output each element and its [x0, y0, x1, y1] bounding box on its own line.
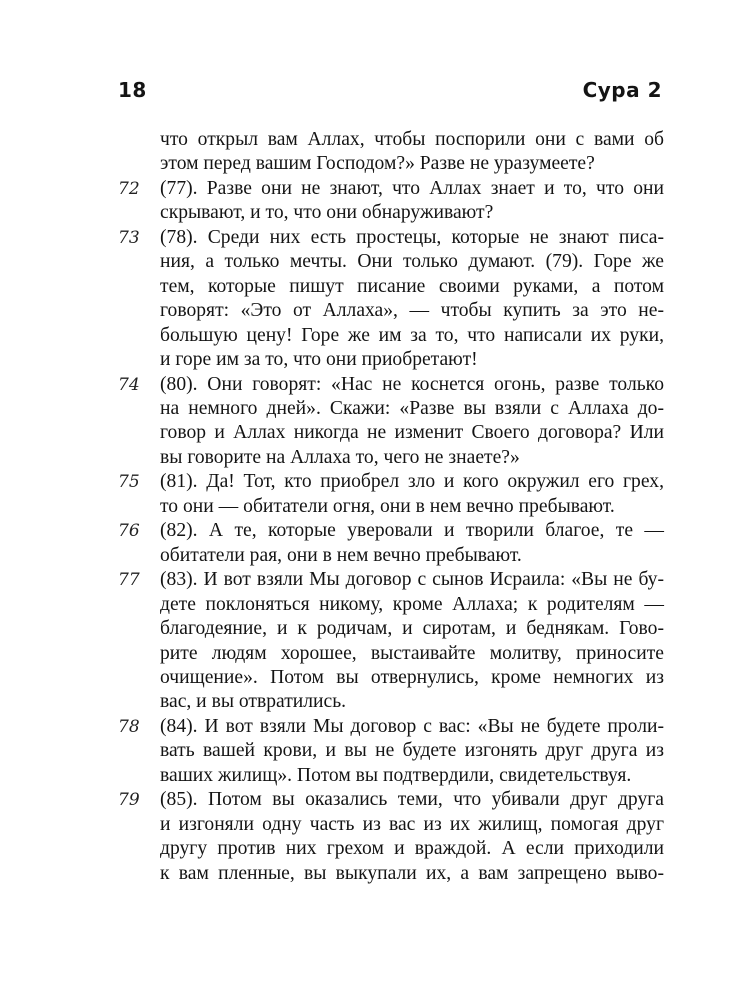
- page-header: [118, 78, 662, 108]
- verse-text: [160, 373, 664, 471]
- text-line: (84). И вот взяли Мы договор с вас: «Вы не будете проли-: [160, 715, 664, 737]
- verse-number: 78: [118, 716, 140, 737]
- verse-number: 76: [118, 521, 140, 542]
- text-line: вас, и вы отвратились.: [160, 691, 347, 713]
- verse-text: [160, 788, 664, 886]
- text-line: рите людям хорошее, выстаивайте молитву, приносите: [160, 642, 664, 664]
- verse-text: [160, 177, 664, 226]
- verse-text: [160, 226, 664, 373]
- text-line: другу против них грехом и враждой. А если приходили: [160, 838, 664, 860]
- text-line: (85). Потом вы оказались теми, что убивали друг друга: [160, 789, 664, 811]
- verse-number: 72: [118, 178, 140, 199]
- verse-text: [160, 568, 664, 715]
- verse-text: [160, 519, 664, 568]
- text-line: говор и Аллах никогда не изменит Своего договора? Или: [160, 422, 664, 444]
- verse-number: 79: [118, 790, 140, 811]
- text-line: большую цену! Горе же им за то, что написали их руки,: [160, 324, 664, 346]
- verse-text: [160, 470, 664, 519]
- verse-number: 74: [118, 374, 140, 395]
- text-line: обитатели рая, они в нем вечно пребывают.: [160, 544, 522, 566]
- text-line: то они — обитатели огня, они в нем вечно пребывают.: [160, 495, 615, 517]
- text-line: на немного дней». Скажи: «Разве вы взяли с Аллаха до-: [160, 397, 664, 419]
- text-line: благодеяние, и к родичам, и сиротам, и беднякам. Гово-: [160, 618, 664, 640]
- text-line: очищение». Потом вы отвернулись, кроме немногих из: [160, 666, 664, 688]
- verse-text: [160, 128, 664, 177]
- text-line: этом перед вашим Господом?» Разве не уразумеете?: [160, 153, 595, 175]
- text-line: ния, а только мечты. Они только думают. (79). Горе же: [160, 251, 664, 273]
- text-line: вать вашей крови, и вы не будете изгонять друг друга из: [160, 740, 664, 762]
- verse-entry: [118, 715, 664, 788]
- text-line: к вам пленные, вы выкупали их, а вам запрещено выво-: [160, 862, 664, 884]
- verse-number: 77: [118, 570, 140, 591]
- text-line: (77). Разве они не знают, что Аллах знает и то, что они: [160, 177, 664, 199]
- text-line: дете поклоняться никому, кроме Аллаха; к родителям —: [160, 593, 664, 615]
- verse-entry: [118, 788, 664, 886]
- text-line: ваших жилищ». Потом вы подтвердили, свидетельствуя.: [160, 764, 632, 786]
- verse-entry: [118, 568, 664, 715]
- verse-entry: [118, 519, 664, 568]
- text-line: и горе им за то, что они приобретают!: [160, 349, 478, 371]
- text-line: (80). Они говорят: «Нас не коснется огонь, разве только: [160, 373, 664, 395]
- text-line: вы говорите на Аллаха то, чего не знаете?»: [160, 446, 520, 468]
- verse-entry: [118, 226, 664, 373]
- verse-number: 73: [118, 227, 140, 248]
- verse-text: [160, 715, 664, 788]
- text-line: (83). И вот взяли Мы договор с сынов Исраила: «Вы не бу-: [160, 569, 664, 591]
- text-line: и изгоняли одну часть из вас из их жилищ, помогая друг: [160, 813, 664, 835]
- text-line: скрывают, и то, что они обнаруживают?: [160, 202, 494, 224]
- verse-entry: [118, 470, 664, 519]
- text-line: что открыл вам Аллах, чтобы поспорили они с вами об: [160, 129, 664, 150]
- text-line: говорят: «Это от Аллаха», — чтобы купить за это не-: [160, 300, 664, 322]
- text-line: (78). Среди них есть простецы, которые не знают писа-: [160, 226, 664, 248]
- text-block: [118, 128, 664, 886]
- text-line: тем, которые пишут писание своими руками, а потом: [160, 275, 664, 297]
- text-line: (81). Да! Тот, кто приобрел зло и кого окружил его грех,: [160, 471, 664, 493]
- verse-entry: [118, 128, 664, 177]
- page-number: 18: [118, 78, 147, 102]
- text-line: (82). А те, которые уверовали и творили благое, те —: [160, 520, 664, 542]
- verse-entry: [118, 373, 664, 471]
- running-head: Сура 2: [582, 78, 662, 102]
- verse-entry: [118, 177, 664, 226]
- verse-number: 75: [118, 472, 140, 493]
